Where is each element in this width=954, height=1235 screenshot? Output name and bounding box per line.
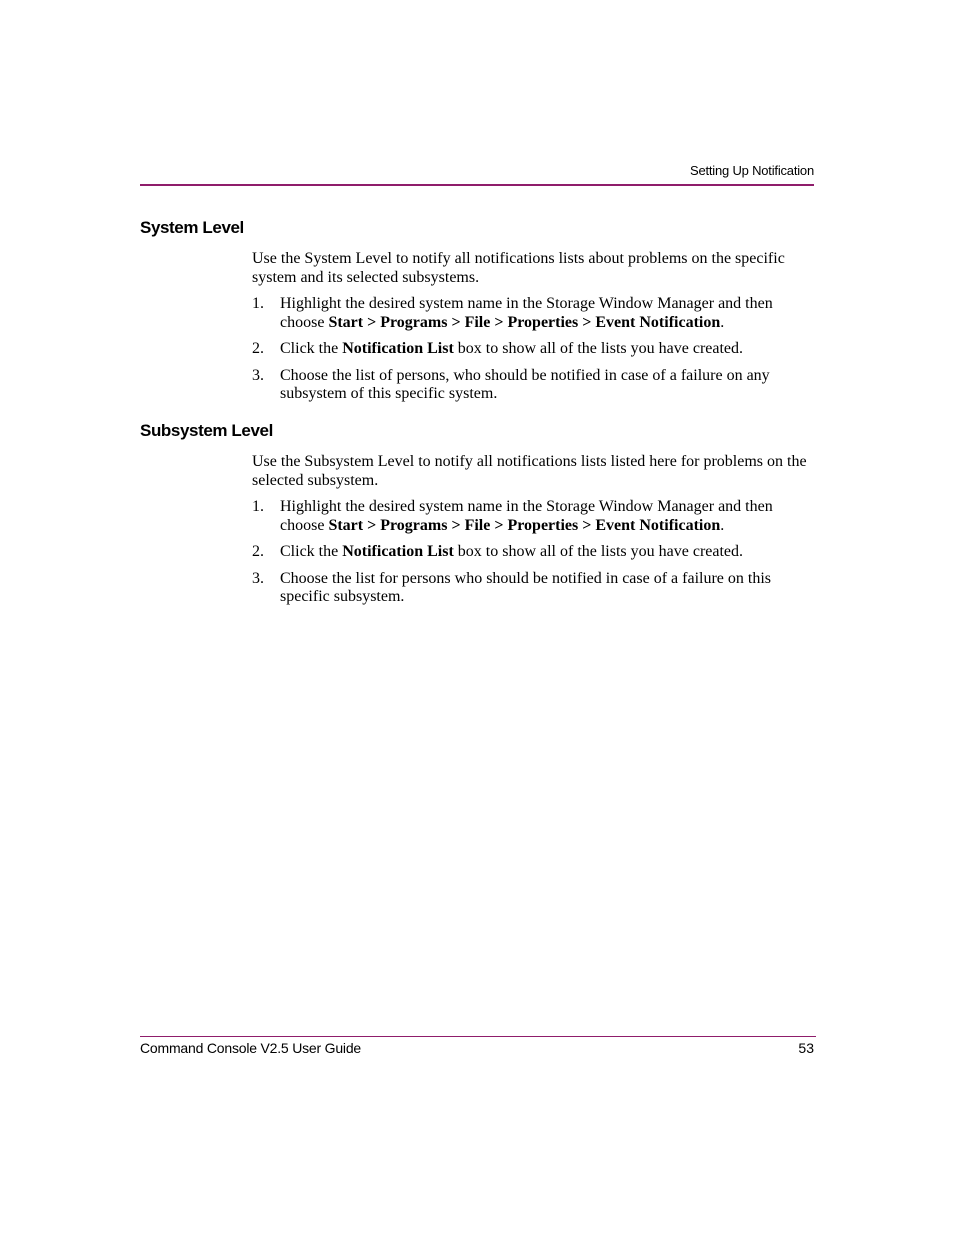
section-intro: Use the System Level to notify all notifications lists about problems on the specific system and its selected subsystems. (252, 250, 785, 286)
menu-path: Start > Programs > File > Properties > Event Notification (328, 516, 721, 534)
step-text-end: box to show all of the lists you have created. (453, 543, 744, 560)
step-item (252, 570, 817, 607)
step-number: 3. (252, 569, 264, 587)
footer-guide-title: Command Console V2.5 User Guide (140, 1040, 362, 1056)
step-item (252, 340, 817, 359)
running-header: Setting Up Notification (689, 163, 814, 178)
menu-path: Start > Programs > File > Properties > Event Notification (328, 313, 721, 331)
step-text: Highlight the desired system name in the Storage Window Manager and then choose (280, 498, 773, 534)
step-number: 1. (252, 498, 264, 515)
step-text-end: . (720, 313, 725, 331)
step-text: Click the (280, 543, 343, 560)
step-item (252, 367, 817, 404)
section-title-system-level: System Level (140, 218, 244, 237)
ui-element-name: Notification List (342, 340, 454, 357)
page-number: 53 (798, 1040, 814, 1056)
step-text: Choose the list of persons, who should be notified in case of a failure on any subsystem of this specific system. (280, 366, 770, 402)
step-text: Highlight the desired system name in the Storage Window Manager and then choose (280, 295, 773, 331)
step-text-end: . (720, 516, 725, 534)
step-item (252, 543, 817, 562)
step-number: 2. (252, 340, 264, 357)
step-text: Choose the list for persons who should be notified in case of a failure on this specific subsystem. (280, 569, 772, 605)
section-body-subsystem-level (252, 453, 817, 615)
step-text: Click the (280, 340, 343, 357)
step-item (252, 498, 817, 535)
footer-rule (140, 1036, 816, 1037)
step-text-end: box to show all of the lists you have created. (453, 340, 744, 357)
header-rule (140, 184, 814, 186)
section-body-system-level (252, 250, 817, 412)
section-title-subsystem-level: Subsystem Level (140, 421, 273, 440)
step-item (252, 295, 817, 332)
step-number: 3. (252, 366, 264, 384)
section-intro: Use the Subsystem Level to notify all notifications lists listed here for problems on the selected subsystem. (252, 453, 807, 489)
step-number: 1. (252, 295, 264, 312)
step-number: 2. (252, 543, 264, 560)
ui-element-name: Notification List (342, 543, 454, 560)
